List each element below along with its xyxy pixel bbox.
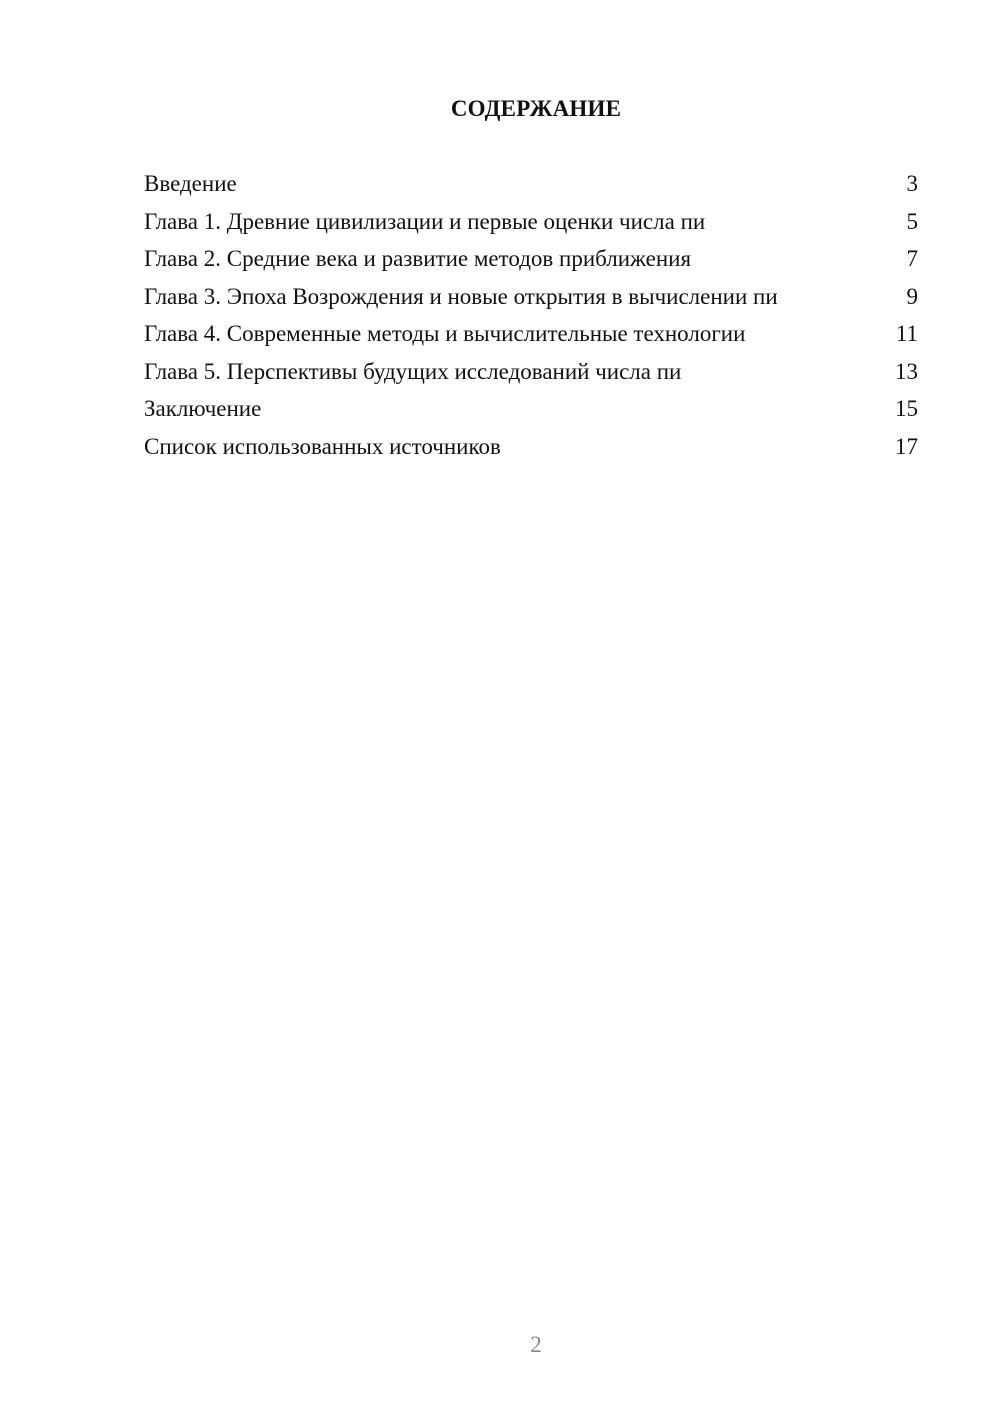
toc-entry-chapter-5	[144, 358, 918, 385]
toc-entry-conclusion	[144, 395, 918, 422]
toc-entry-introduction	[144, 170, 918, 197]
toc-entry-title: Глава 4. Современные методы и вычислительные технологии	[144, 321, 746, 346]
toc-entry-title: Заключение	[144, 396, 262, 421]
toc-entry-page: 11	[895, 321, 918, 346]
toc-entry-page: 9	[906, 283, 918, 309]
toc-entry-page: 13	[895, 358, 918, 384]
toc-heading: СОДЕРЖАНИЕ	[450, 96, 622, 121]
toc-entry-title: Список использованных источников	[144, 433, 501, 459]
toc-entry-page: 5	[906, 208, 918, 234]
toc-entry-chapter-4	[144, 320, 918, 347]
toc-entry-title: Глава 5. Перспективы будущих исследований числа пи	[144, 358, 682, 384]
table-of-contents	[144, 170, 918, 470]
toc-entry-title: Глава 1. Древние цивилизации и первые оценки числа пи	[144, 208, 706, 234]
toc-entry-title: Глава 2. Средние века и развитие методов приближения	[144, 246, 692, 271]
toc-entry-page: 15	[895, 396, 918, 421]
toc-entry-page: 3	[906, 171, 918, 196]
toc-entry-references	[144, 433, 918, 460]
toc-entry-chapter-3	[144, 283, 918, 310]
page-number: 2	[530, 1332, 542, 1357]
toc-entry-page: 17	[895, 433, 918, 459]
toc-entry-chapter-1	[144, 208, 918, 235]
toc-entry-title: Введение	[144, 171, 237, 196]
toc-entry-chapter-2	[144, 245, 918, 272]
toc-entry-title: Глава 3. Эпоха Возрождения и новые открытия в вычислении пи	[144, 283, 778, 309]
toc-entry-page: 7	[906, 246, 918, 271]
